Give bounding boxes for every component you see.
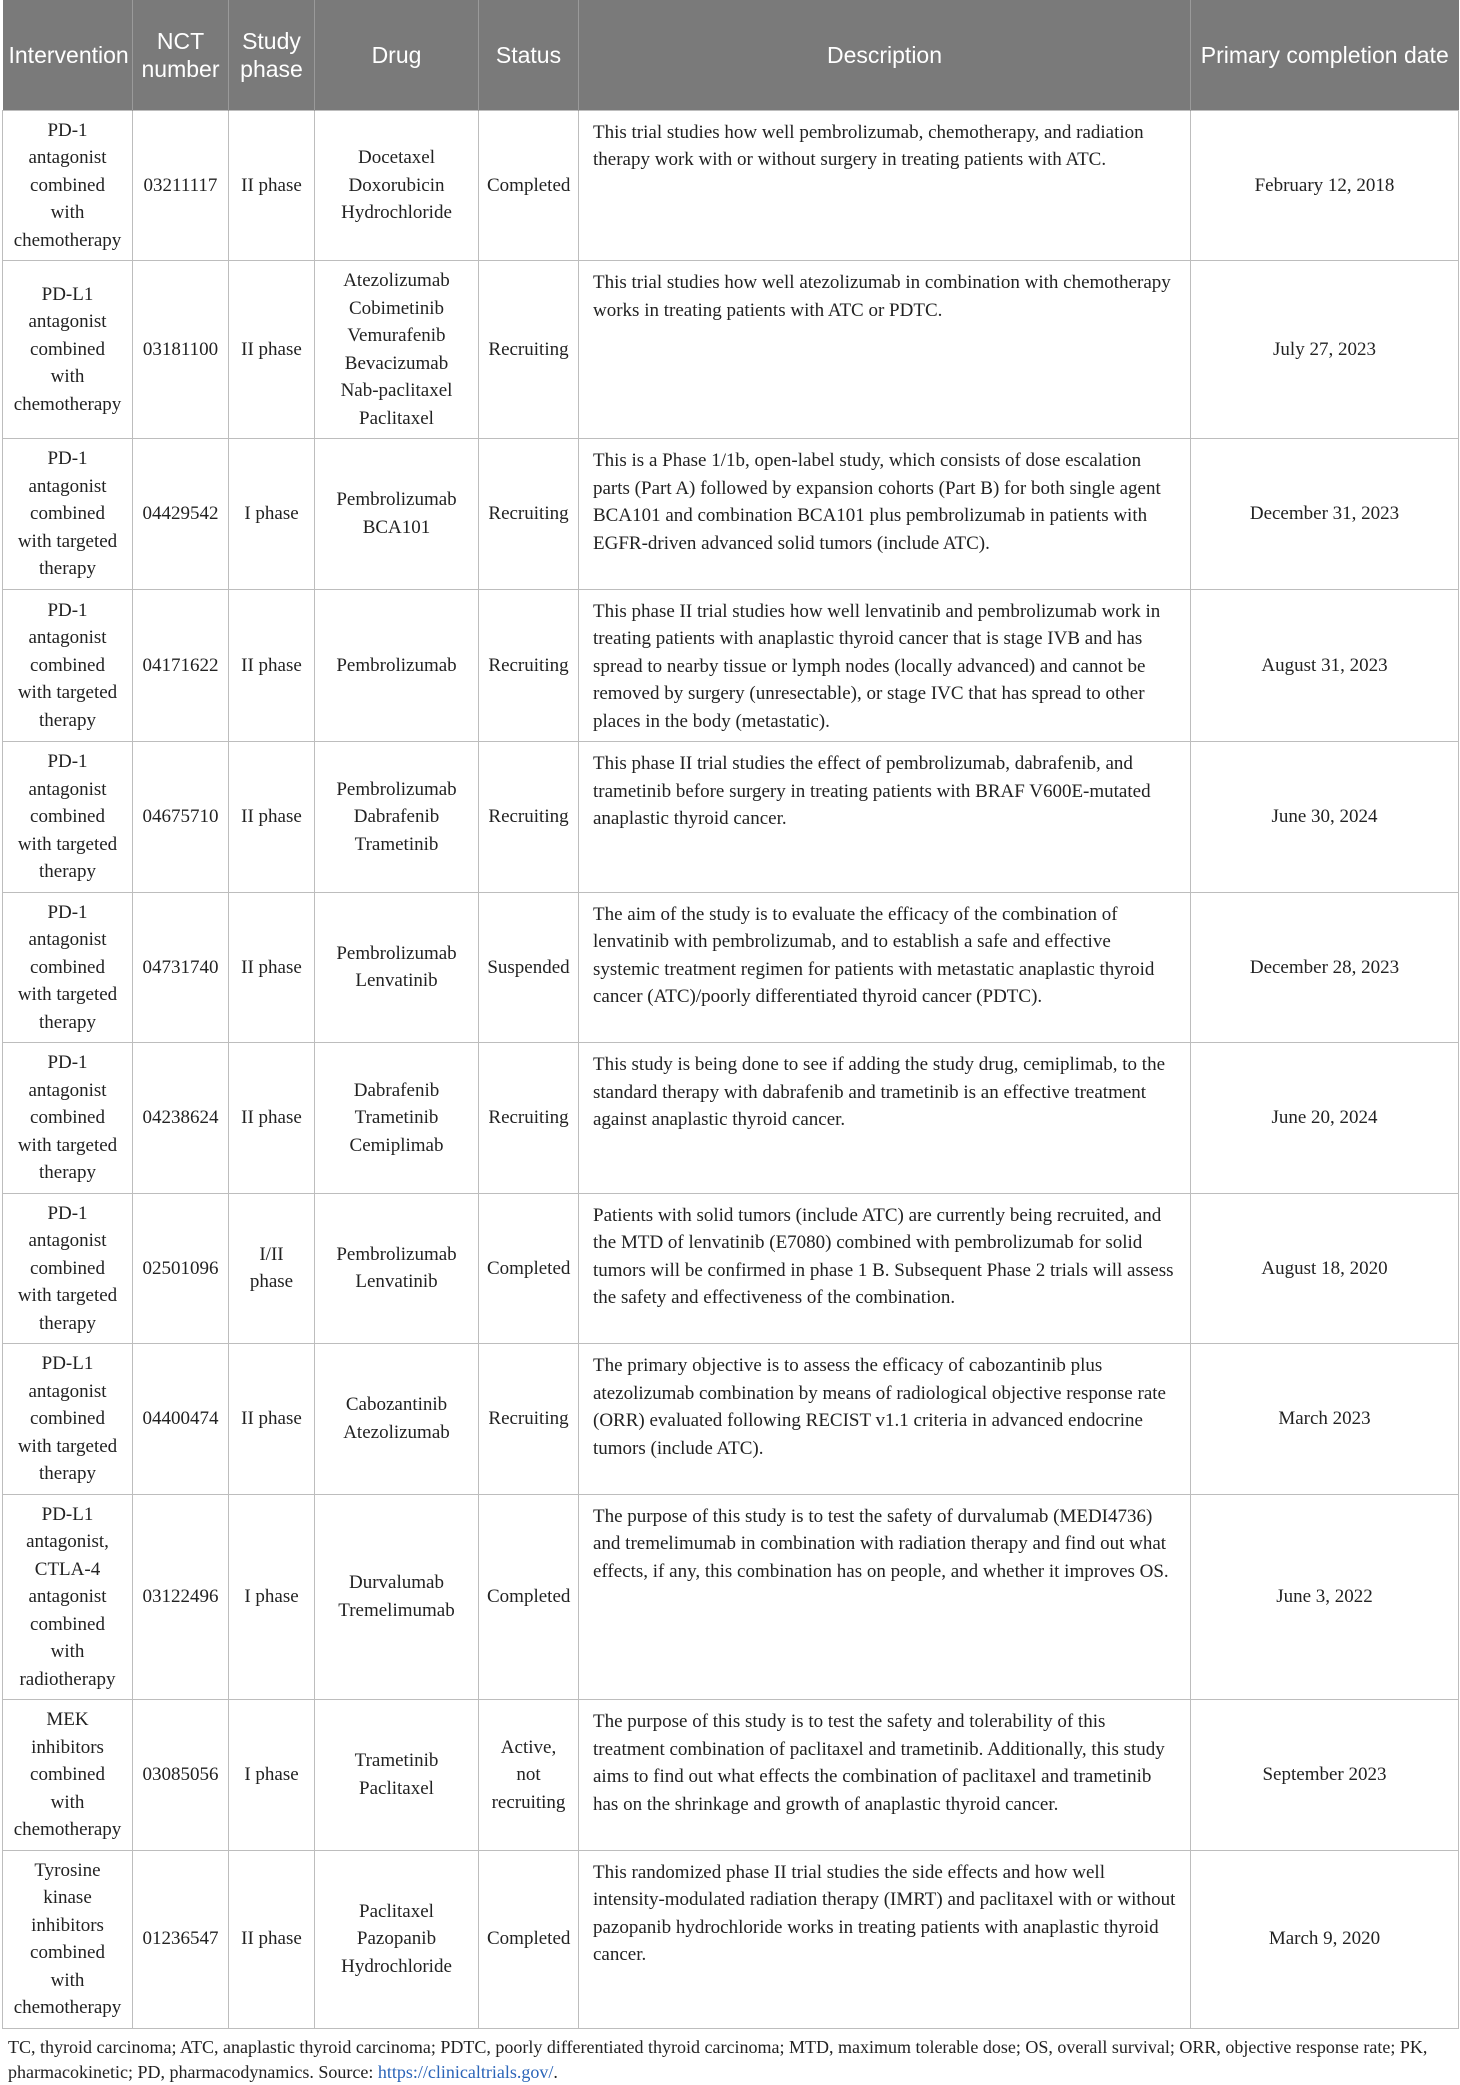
cell-study-phase: I phase [229,1494,315,1700]
table-row [3,1043,1459,1194]
cell-intervention: PD-L1 antagonist combined with targeted therapy [3,1344,133,1495]
cell-primary-completion-date: August 18, 2020 [1191,1193,1459,1344]
drug-name: Paclitaxel [359,1900,434,1922]
cell-drug [315,1700,479,1851]
cell-study-phase: II phase [229,1043,315,1194]
cell-description: This randomized phase II trial studies the side effects and how well intensity-modulated radiation therapy (IMRT) and paclitaxel with or without pazopanib hydrochloride works in treating patients with anaplastic thyroid cancer. [579,1850,1191,2028]
cell-intervention: PD-1 antagonist combined with targeted therapy [3,742,133,893]
cell-intervention: PD-1 antagonist combined with chemotherapy [3,110,133,261]
cell-nct-number: 01236547 [133,1850,229,2028]
cell-primary-completion-date: February 12, 2018 [1191,110,1459,261]
cell-status: Completed [479,1193,579,1344]
table-body [3,110,1459,2028]
table-row [3,261,1459,439]
cell-description: This phase II trial studies the effect of pembrolizumab, dabrafenib, and trametinib before surgery in treating patients with BRAF V600E-mutated anaplastic thyroid cancer. [579,742,1191,893]
cell-status: Recruiting [479,439,579,590]
header-nct-number: NCT number [133,0,229,110]
cell-nct-number: 04238624 [133,1043,229,1194]
table-row [3,892,1459,1043]
cell-nct-number: 04171622 [133,589,229,742]
cell-nct-number: 02501096 [133,1193,229,1344]
drug-name: Pembrolizumab [336,778,457,800]
cell-intervention: Tyrosine kinase inhibitors combined with chemotherapy [3,1850,133,2028]
cell-drug [315,439,479,590]
cell-intervention: PD-1 antagonist combined with targeted therapy [3,892,133,1043]
drug-name: Pembrolizumab [336,1243,457,1265]
cell-primary-completion-date: December 28, 2023 [1191,892,1459,1043]
header-primary-completion-date: Primary completion date [1191,0,1459,110]
cell-primary-completion-date: March 2023 [1191,1344,1459,1495]
cell-description: The aim of the study is to evaluate the efficacy of the combination of lenvatinib with pembrolizumab, and to establish a safe and effective systemic treatment regimen for patients with metastatic anaplastic thyroid cancer (ATC)/poorly differentiated thyroid cancer (PDTC). [579,892,1191,1043]
header-description: Description [579,0,1191,110]
table-row [3,110,1459,261]
cell-status: Recruiting [479,589,579,742]
cell-intervention: MEK inhibitors combined with chemotherapy [3,1700,133,1851]
table-row [3,1193,1459,1344]
cell-nct-number: 03085056 [133,1700,229,1851]
header-row [3,0,1459,110]
cell-intervention: PD-L1 antagonist combined with chemotherapy [3,261,133,439]
drug-name: Trametinib [354,1750,439,1772]
cell-primary-completion-date: June 30, 2024 [1191,742,1459,893]
header-drug: Drug [315,0,479,110]
cell-description: Patients with solid tumors (include ATC) are currently being recruited, and the MTD of lenvatinib (E7080) combined with pembrolizumab for solid tumors will be confirmed in phase 1 B. Subsequent Phase 2 trials will assess the safety and effectiveness of the combination. [579,1193,1191,1344]
drug-name: BCA101 [362,516,431,538]
drug-name: Cabozantinib [345,1394,448,1416]
drug-name: Cemiplimab [349,1134,444,1156]
table-row [3,589,1459,742]
drug-name: Pembrolizumab [336,489,457,511]
cell-status: Completed [479,110,579,261]
cell-drug [315,1344,479,1495]
cell-primary-completion-date: June 20, 2024 [1191,1043,1459,1194]
cell-status: Suspended [479,892,579,1043]
cell-description: This phase II trial studies how well lenvatinib and pembrolizumab work in treating patients with anaplastic thyroid cancer that is stage IVB and has spread to nearby tissue or lymph nodes (locally advanced) and cannot be removed by surgery (unresectable), or stage IVC that has spread to other places in the body (metastatic). [579,589,1191,742]
cell-description: This study is being done to see if adding the study drug, cemiplimab, to the standard therapy with dabrafenib and trametinib is an effective treatment against anaplastic thyroid cancer. [579,1043,1191,1194]
drug-name: Atezolizumab [343,270,450,291]
table-row [3,1850,1459,2028]
header-status: Status [479,0,579,110]
clinical-trials-table [2,0,1459,2029]
cell-nct-number: 03181100 [133,261,229,439]
cell-drug [315,742,479,893]
table-row [3,439,1459,590]
drug-name: Trametinib [354,833,439,855]
cell-status: Completed [479,1850,579,2028]
cell-drug [315,589,479,742]
cell-intervention: PD-1 antagonist combined with targeted therapy [3,1193,133,1344]
source-link[interactable]: https://clinicaltrials.gov/ [377,2061,554,2082]
drug-name: Dabrafenib [353,1079,440,1101]
cell-study-phase: I phase [229,439,315,590]
drug-name: Dabrafenib [353,806,440,827]
table-footnote [0,2029,1460,2085]
cell-primary-completion-date: July 27, 2023 [1191,261,1459,439]
cell-drug [315,1850,479,2028]
cell-drug [315,261,479,439]
table-row [3,1494,1459,1700]
cell-intervention: PD-1 antagonist combined with targeted therapy [3,1043,133,1194]
drug-name: Paclitaxel [359,1777,434,1799]
drug-name: Nab-paclitaxel [340,380,453,401]
cell-drug [315,110,479,261]
drug-name: Bevacizumab [344,352,449,374]
drug-name: Pembrolizumab [336,654,457,676]
cell-nct-number: 03122496 [133,1494,229,1700]
cell-study-phase: II phase [229,261,315,439]
cell-drug [315,1494,479,1700]
drug-name: Paclitaxel [359,407,434,429]
cell-study-phase: II phase [229,1344,315,1495]
cell-description: The purpose of this study is to test the safety of durvalumab (MEDI4736) and tremelimumab in combination with radiation therapy and find out what effects, if any, this combination has on people, and whether it improves OS. [579,1494,1191,1700]
drug-name: Tremelimumab [338,1599,455,1621]
drug-name: Cobimetinib [349,297,444,319]
cell-nct-number: 03211117 [133,110,229,261]
cell-nct-number: 04400474 [133,1344,229,1495]
drug-name: Hydrochloride [341,202,452,223]
cell-study-phase: II phase [229,110,315,261]
cell-status: Completed [479,1494,579,1700]
cell-nct-number: 04429542 [133,439,229,590]
drug-name: Lenvatinib [355,1271,438,1293]
cell-intervention: PD-1 antagonist combined with targeted therapy [3,589,133,742]
cell-drug [315,1043,479,1194]
cell-primary-completion-date: June 3, 2022 [1191,1494,1459,1700]
cell-status: Recruiting [479,261,579,439]
cell-status: Active, not recruiting [479,1700,579,1851]
drug-name: Lenvatinib [355,970,438,992]
drug-name: Doxorubicin [348,174,445,196]
cell-drug [315,892,479,1043]
cell-nct-number: 04731740 [133,892,229,1043]
cell-primary-completion-date: August 31, 2023 [1191,589,1459,742]
cell-study-phase: II phase [229,742,315,893]
cell-drug [315,1193,479,1344]
drug-name: Vemurafenib [347,325,446,346]
drug-name: Durvalumab [349,1572,444,1594]
footnote-text: TC, thyroid carcinoma; ATC, anaplastic thyroid carcinoma; PDTC, poorly differentiated thyroid carcinoma; MTD, maximum tolerable dose; OS, overall survival; ORR, objective response rate; PK, pharmacokinetic; PD, pharmacodynamics. Source: [8,2036,1428,2082]
cell-status: Recruiting [479,742,579,893]
drug-name: Hydrochloride [341,1955,452,1977]
cell-study-phase: II phase [229,1850,315,2028]
cell-description: This trial studies how well pembrolizumab, chemotherapy, and radiation therapy work with or without surgery in treating patients with ATC. [579,110,1191,261]
cell-nct-number: 04675710 [133,742,229,893]
cell-study-phase: II phase [229,892,315,1043]
cell-description: The primary objective is to assess the efficacy of cabozantinib plus atezolizumab combination by means of radiological objective response rate (ORR) evaluated following RECIST v1.1 criteria in advanced endocrine tumors (include ATC). [579,1344,1191,1495]
cell-description: This trial studies how well atezolizumab in combination with chemotherapy works in treating patients with ATC or PDTC. [579,261,1191,439]
drug-name: Docetaxel [357,147,435,168]
table-row [3,742,1459,893]
cell-primary-completion-date: March 9, 2020 [1191,1850,1459,2028]
cell-status: Recruiting [479,1344,579,1495]
drug-name: Pazopanib [356,1928,437,1950]
cell-study-phase: I/II phase [229,1193,315,1344]
table-row [3,1700,1459,1851]
cell-intervention: PD-L1 antagonist, CTLA-4 antagonist combined with radiotherapy [3,1494,133,1700]
drug-name: Atezolizumab [343,1421,450,1443]
cell-study-phase: II phase [229,589,315,742]
footnote-tail: . [553,2061,558,2082]
header-intervention: Intervention [3,0,133,110]
cell-intervention: PD-1 antagonist combined with targeted therapy [3,439,133,590]
cell-status: Recruiting [479,1043,579,1194]
cell-study-phase: I phase [229,1700,315,1851]
cell-description: The purpose of this study is to test the safety and tolerability of this treatment combination of paclitaxel and trametinib. Additionally, this study aims to find out what effects the combination of paclitaxel and trametinib has on the shrinkage and growth of anaplastic thyroid cancer. [579,1700,1191,1851]
cell-primary-completion-date: September 2023 [1191,1700,1459,1851]
cell-description: This is a Phase 1/1b, open-label study, which consists of dose escalation parts (Part A) followed by expansion cohorts (Part B) for both single agent BCA101 and combination BCA101 plus pembrolizumab in patients with EGFR-driven advanced solid tumors (include ATC). [579,439,1191,590]
drug-name: Trametinib [354,1107,439,1128]
drug-name: Pembrolizumab [336,942,457,964]
table-row [3,1344,1459,1495]
header-study-phase: Study phase [229,0,315,110]
cell-primary-completion-date: December 31, 2023 [1191,439,1459,590]
